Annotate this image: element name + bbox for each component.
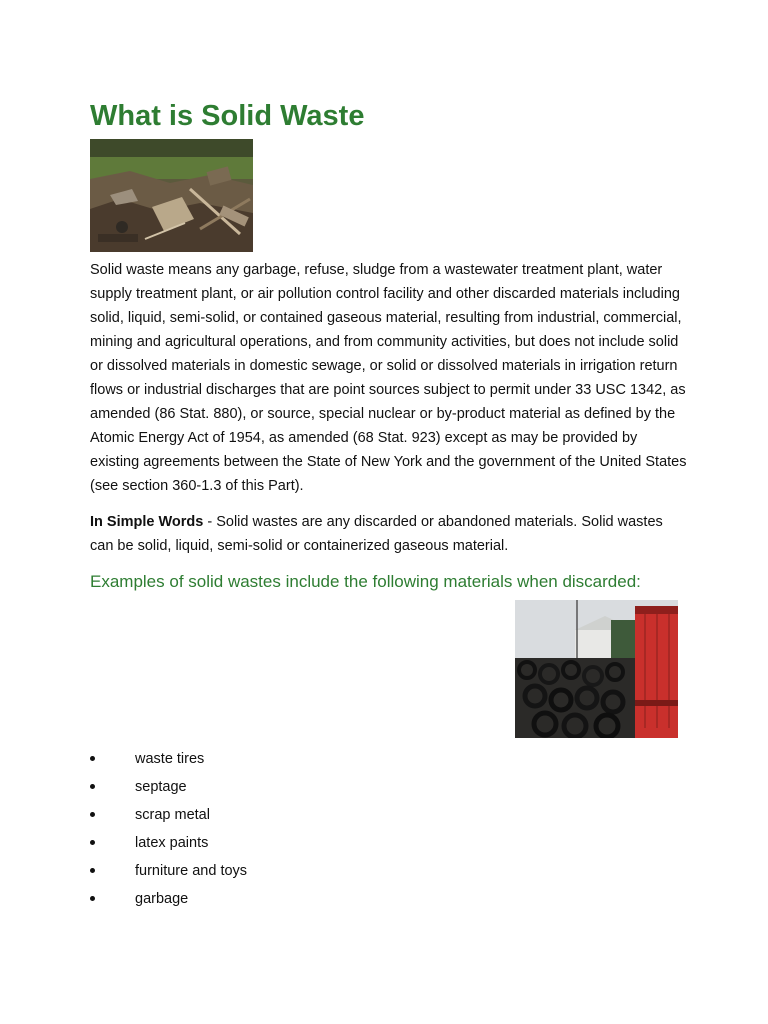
dump-photo-illustration — [90, 139, 253, 252]
bullet-icon — [90, 896, 95, 901]
bullet-icon — [90, 784, 95, 789]
simple-words-label: In Simple Words — [90, 514, 204, 530]
list-item-label: garbage — [135, 891, 189, 907]
solid-waste-definition: Solid waste means any garbage, refuse, sludge from a wastewater treatment plant, water supply treatment plant, or air pollution control facility and other discarded materials including solid, liquid, semi-solid, or contained gaseous material, resulting from industrial, commercial, mining and agricultural operations, and from community activities, but does not include solid or dissolved materials in domestic sewage, or solid or dissolved materials in irrigation return flows or industrial discharges that are point sources subject to permit under 33 USC 1342, as amended (86 Stat. 880), or source, special nuclear or by-product material as defined by the Atomic Energy Act of 1954, as amended (68 Stat. 923) except as may be provided by existing agreements between the State of New York and the government of the United States (see section 360-1.3 of this Part). — [90, 262, 687, 494]
waste-tires-photo — [515, 600, 678, 738]
solid-waste-dump-photo — [90, 139, 253, 252]
list-item-label: latex paints — [135, 835, 209, 851]
simple-words-text: - Solid wastes are any discarded or abandoned materials. Solid wastes can be solid, liquid, semi-solid or containerized gaseous material. — [90, 514, 663, 554]
bullet-icon — [90, 868, 95, 873]
bullet-icon — [90, 840, 95, 845]
page-title: What is Solid Waste — [90, 100, 365, 132]
list-item-label: furniture and toys — [135, 863, 248, 879]
bullet-icon — [90, 812, 95, 817]
list-item-label: waste tires — [135, 751, 205, 767]
list-item-label: scrap metal — [135, 807, 210, 823]
tires-photo-illustration — [515, 600, 678, 738]
simple-words-paragraph — [90, 510, 690, 558]
bullet-icon — [90, 756, 95, 761]
examples-heading: Examples of solid wastes include the following materials when discarded: — [90, 572, 641, 591]
list-item-label: septage — [135, 779, 187, 795]
